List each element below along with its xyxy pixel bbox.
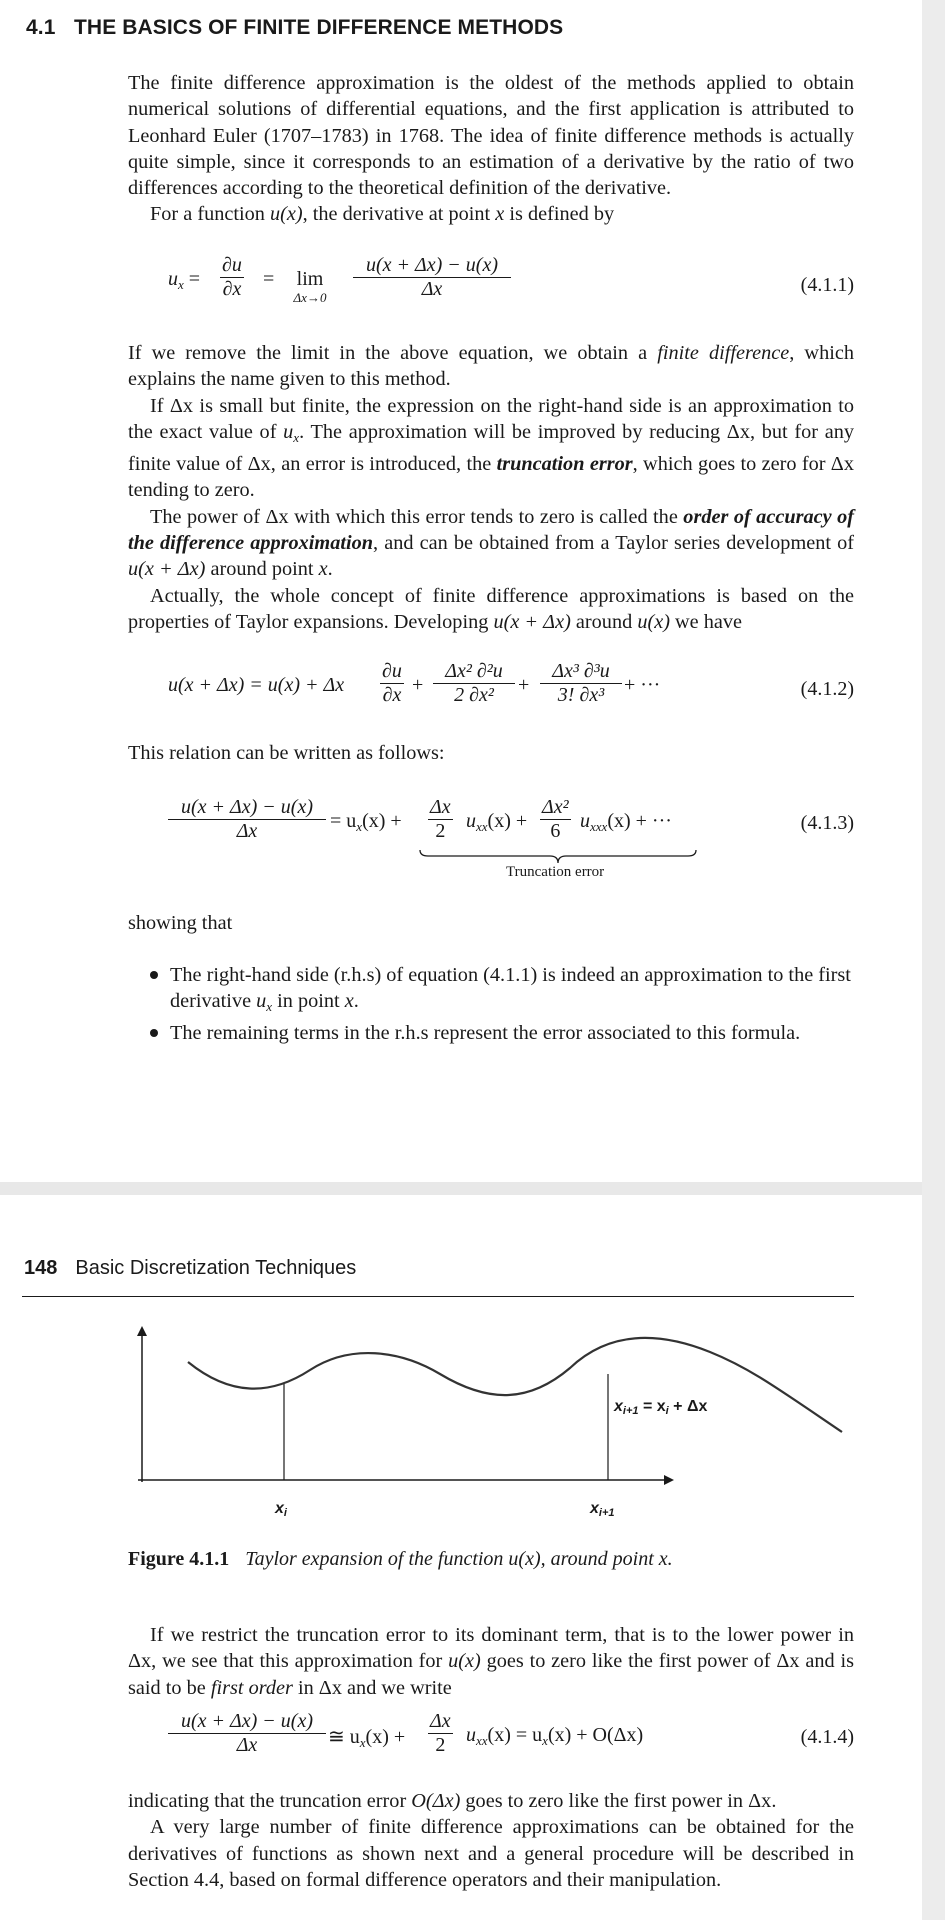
- text: For a function: [150, 203, 270, 226]
- text: (x) +: [365, 1726, 406, 1748]
- text: , which goes to zero for Δx tending to zero.: [128, 453, 854, 502]
- y-axis-arrow: [137, 1326, 147, 1336]
- eq-equals: =: [183, 268, 201, 290]
- text: The power of Δx with which this error tends to zero is called the: [150, 505, 684, 528]
- paragraph-9: [128, 1622, 854, 1701]
- side-strip: [922, 0, 945, 1920]
- math-inline: u(x + Δx): [493, 610, 571, 633]
- emphasis: truncation error: [496, 453, 633, 476]
- text: If we restrict the truncation error to its dominant term, that is to the lower power in Δx, we see that this approximation for: [128, 1624, 854, 1673]
- text: If Δx is small but finite, the expression on the right-hand side is an approximation to the exact value of: [128, 394, 854, 443]
- emphasis: finite difference: [657, 342, 790, 364]
- math-inline: u(x): [637, 610, 670, 633]
- math-sub: x: [359, 1735, 366, 1750]
- math-sub: xxx: [590, 819, 608, 834]
- text: + Δx: [668, 1398, 708, 1415]
- text: , which explains the name given to this method.: [128, 342, 854, 391]
- eq-lhs: u: [168, 268, 178, 290]
- math-inline: x: [344, 990, 354, 1012]
- text: = x: [638, 1398, 666, 1415]
- eq-sub: x: [178, 277, 184, 292]
- math-inline: u(x): [269, 203, 303, 226]
- frac-num: ∂u: [222, 254, 242, 276]
- text: u: [466, 810, 476, 832]
- frac-den: ∂x: [222, 278, 242, 300]
- eq-tail: [466, 1724, 643, 1749]
- frac-den: 2: [435, 1734, 446, 1756]
- paragraph-5: [128, 504, 854, 583]
- paragraph-2: [128, 201, 854, 227]
- frac-den: Δx: [421, 278, 443, 300]
- emphasis: order of accuracy of the difference approximation: [128, 505, 855, 555]
- eq-term-2: [580, 810, 672, 835]
- paragraph-intro: [128, 70, 854, 228]
- math-inline: u: [283, 420, 294, 443]
- text: = u: [330, 810, 357, 832]
- equation-number: (4.1.2): [800, 678, 854, 700]
- sub: i: [283, 1507, 287, 1519]
- frac-num: Δx: [430, 1710, 451, 1732]
- bullet-list: [148, 962, 854, 1046]
- frac-num: Δx: [430, 796, 451, 818]
- eq-frac-t1: [428, 1710, 453, 1757]
- math-sub: x: [266, 999, 273, 1014]
- text: .: [327, 558, 333, 581]
- frac-den: 2 ∂x²: [454, 684, 494, 706]
- paragraph-7: This relation can be written as follows:: [128, 742, 445, 764]
- text: The remaining terms in the r.h.s represent the error associated to this formula.: [170, 1022, 801, 1044]
- text: x: [590, 1500, 599, 1517]
- eq-frac-main: [168, 1710, 326, 1757]
- math-inline: x: [495, 203, 505, 226]
- paragraph-final: [128, 1788, 854, 1893]
- math-sub: x: [542, 1733, 548, 1748]
- text: we have: [669, 610, 743, 633]
- frac-den: ∂x: [382, 684, 402, 706]
- text: is defined by: [504, 203, 615, 226]
- eq-frac-main: [168, 796, 326, 843]
- equation-number: (4.1.1): [800, 274, 854, 296]
- frac-den: Δx: [236, 820, 258, 842]
- text: ≅ u: [328, 1726, 360, 1748]
- eq-fraction-main: [353, 254, 511, 301]
- text: (x) = u: [487, 1724, 543, 1746]
- frac-den: 2: [435, 820, 446, 842]
- lim-sub: Δx→0: [293, 290, 327, 305]
- paragraph-8: showing that: [128, 912, 233, 934]
- text: .: [353, 990, 359, 1012]
- eq-plus: +: [412, 674, 424, 696]
- page-number: 148: [24, 1257, 58, 1279]
- text: x: [614, 1398, 623, 1415]
- eq-limit: [280, 268, 340, 304]
- caption-text: Taylor expansion of the function u(x), around point x.: [245, 1548, 673, 1570]
- text: If we remove the limit in the above equation, we obtain a: [128, 342, 658, 364]
- eq-frac-1: [380, 660, 404, 707]
- frac-num: Δx³ ∂³u: [540, 660, 622, 684]
- eq-fraction-partial: [220, 254, 244, 301]
- text: indicating that the truncation error: [128, 1790, 412, 1812]
- eq-mid: [328, 1724, 405, 1751]
- frac-num: ∂u: [382, 660, 402, 682]
- text: , the derivative at point: [302, 203, 496, 226]
- function-curve: [188, 1338, 842, 1432]
- text: u: [466, 1724, 476, 1746]
- math-sub: x: [293, 429, 300, 445]
- text: (x) +: [487, 810, 528, 832]
- lim: lim: [296, 268, 324, 290]
- header-rule: [22, 1296, 854, 1297]
- sub: i+1: [622, 1405, 639, 1417]
- bullet-item: [148, 1020, 854, 1046]
- eq-frac-3: [540, 660, 622, 707]
- eq-tail: + ···: [624, 674, 661, 696]
- frac-num: Δx²: [542, 796, 569, 818]
- section-title: [26, 16, 563, 40]
- bullet-item: [148, 962, 854, 1020]
- math-sub: xx: [476, 1733, 488, 1748]
- eq-frac-2: [433, 660, 515, 707]
- taylor-figure: [120, 1320, 860, 1520]
- text: (x) + O(Δx): [547, 1724, 644, 1746]
- frac-den: 3! ∂x³: [557, 684, 605, 706]
- text: in point: [272, 990, 345, 1012]
- paragraph-1: The finite difference approximation is the oldest of the methods applied to obtain numerical solutions of differential equations, and the first application is attributed to Leonhard Euler (1707–1783) in 1768. The idea of finite difference methods is actually quite simple, since it corresponds to an estimation of a derivative by the ratio of two differences according to the theoretical definition of the derivative.: [128, 72, 854, 200]
- text: in Δx and we write: [292, 1676, 452, 1699]
- sub: i+1: [598, 1507, 615, 1519]
- running-head: [24, 1257, 356, 1280]
- math-sub: xx: [476, 819, 488, 834]
- text: goes to zero like the first power in Δx.: [460, 1790, 777, 1812]
- text: Actually, the whole concept of finite difference approximations is based on the properties of Taylor expansions. Developing: [128, 584, 854, 633]
- frac-num: u(x + Δx) − u(x): [168, 1710, 326, 1734]
- eq-frac-t1: [428, 796, 453, 843]
- eq-term-1: [466, 810, 527, 835]
- text: . The approximation will be improved by reducing Δx, but for any finite value of Δx, an error is introduced, the: [128, 420, 854, 476]
- text: (x) + ···: [607, 810, 672, 832]
- annotation-xi1: [614, 1398, 707, 1417]
- eq-plus: +: [518, 674, 530, 696]
- label-xi1: [590, 1500, 615, 1519]
- text: x: [275, 1500, 284, 1517]
- sub: i: [665, 1405, 669, 1417]
- math-inline: u(x): [448, 1650, 481, 1673]
- text: (x) +: [362, 810, 402, 832]
- truncation-error-label: Truncation error: [506, 864, 605, 880]
- math-inline: u(x + Δx): [128, 558, 206, 581]
- text: goes to zero like the first power of Δx and is said to be: [128, 1650, 854, 1699]
- frac-den: 6: [550, 820, 561, 842]
- frac-den: Δx: [236, 1734, 258, 1756]
- text: around: [570, 610, 638, 633]
- paragraph-3: [128, 340, 854, 393]
- section-number: 4.1: [26, 16, 56, 39]
- text: around point: [205, 558, 319, 581]
- equation-number: (4.1.3): [800, 812, 854, 834]
- frac-num: u(x + Δx) − u(x): [168, 796, 326, 820]
- paragraph-block-2: [128, 340, 854, 635]
- paragraph-11: A very large number of finite difference approximations can be obtained for the derivatives of functions as shown next and a general procedure will be described in Section 4.4, based on formal difference operators and their manipulation.: [128, 1816, 854, 1891]
- running-head-title: Basic Discretization Techniques: [75, 1257, 357, 1279]
- paragraph-6: [128, 583, 854, 636]
- equation-number: (4.1.4): [800, 1726, 854, 1748]
- frac-num: Δx² ∂²u: [433, 660, 515, 684]
- x-axis-arrow: [664, 1475, 674, 1485]
- text: The right-hand side (r.h.s) of equation (4.1.1) is indeed an approximation to the first derivative: [170, 964, 851, 1012]
- frac-num: u(x + Δx) − u(x): [353, 254, 511, 278]
- math-inline: x: [318, 558, 328, 581]
- eq-lhs: u(x + Δx) = u(x) + Δx: [168, 674, 345, 696]
- figure-caption: [128, 1548, 673, 1571]
- math-sub: x: [356, 819, 363, 834]
- paragraph-9-text: [128, 1622, 854, 1701]
- paragraph-10: [128, 1788, 854, 1814]
- math-inline: O(Δx): [411, 1790, 461, 1812]
- eq-rhs: [330, 810, 402, 835]
- section-title-text: THE BASICS OF FINITE DIFFERENCE METHODS: [74, 16, 564, 39]
- text: u: [580, 810, 590, 832]
- math-inline: u: [256, 990, 267, 1012]
- emphasis: first order: [210, 1676, 293, 1699]
- caption-label: Figure 4.1.1: [128, 1548, 230, 1570]
- eq-frac-t2: [540, 796, 571, 843]
- eq-equals: =: [263, 268, 275, 290]
- paragraph-4: [128, 393, 854, 504]
- text: , and can be obtained from a Taylor series development of: [373, 532, 854, 555]
- label-xi: [275, 1500, 287, 1519]
